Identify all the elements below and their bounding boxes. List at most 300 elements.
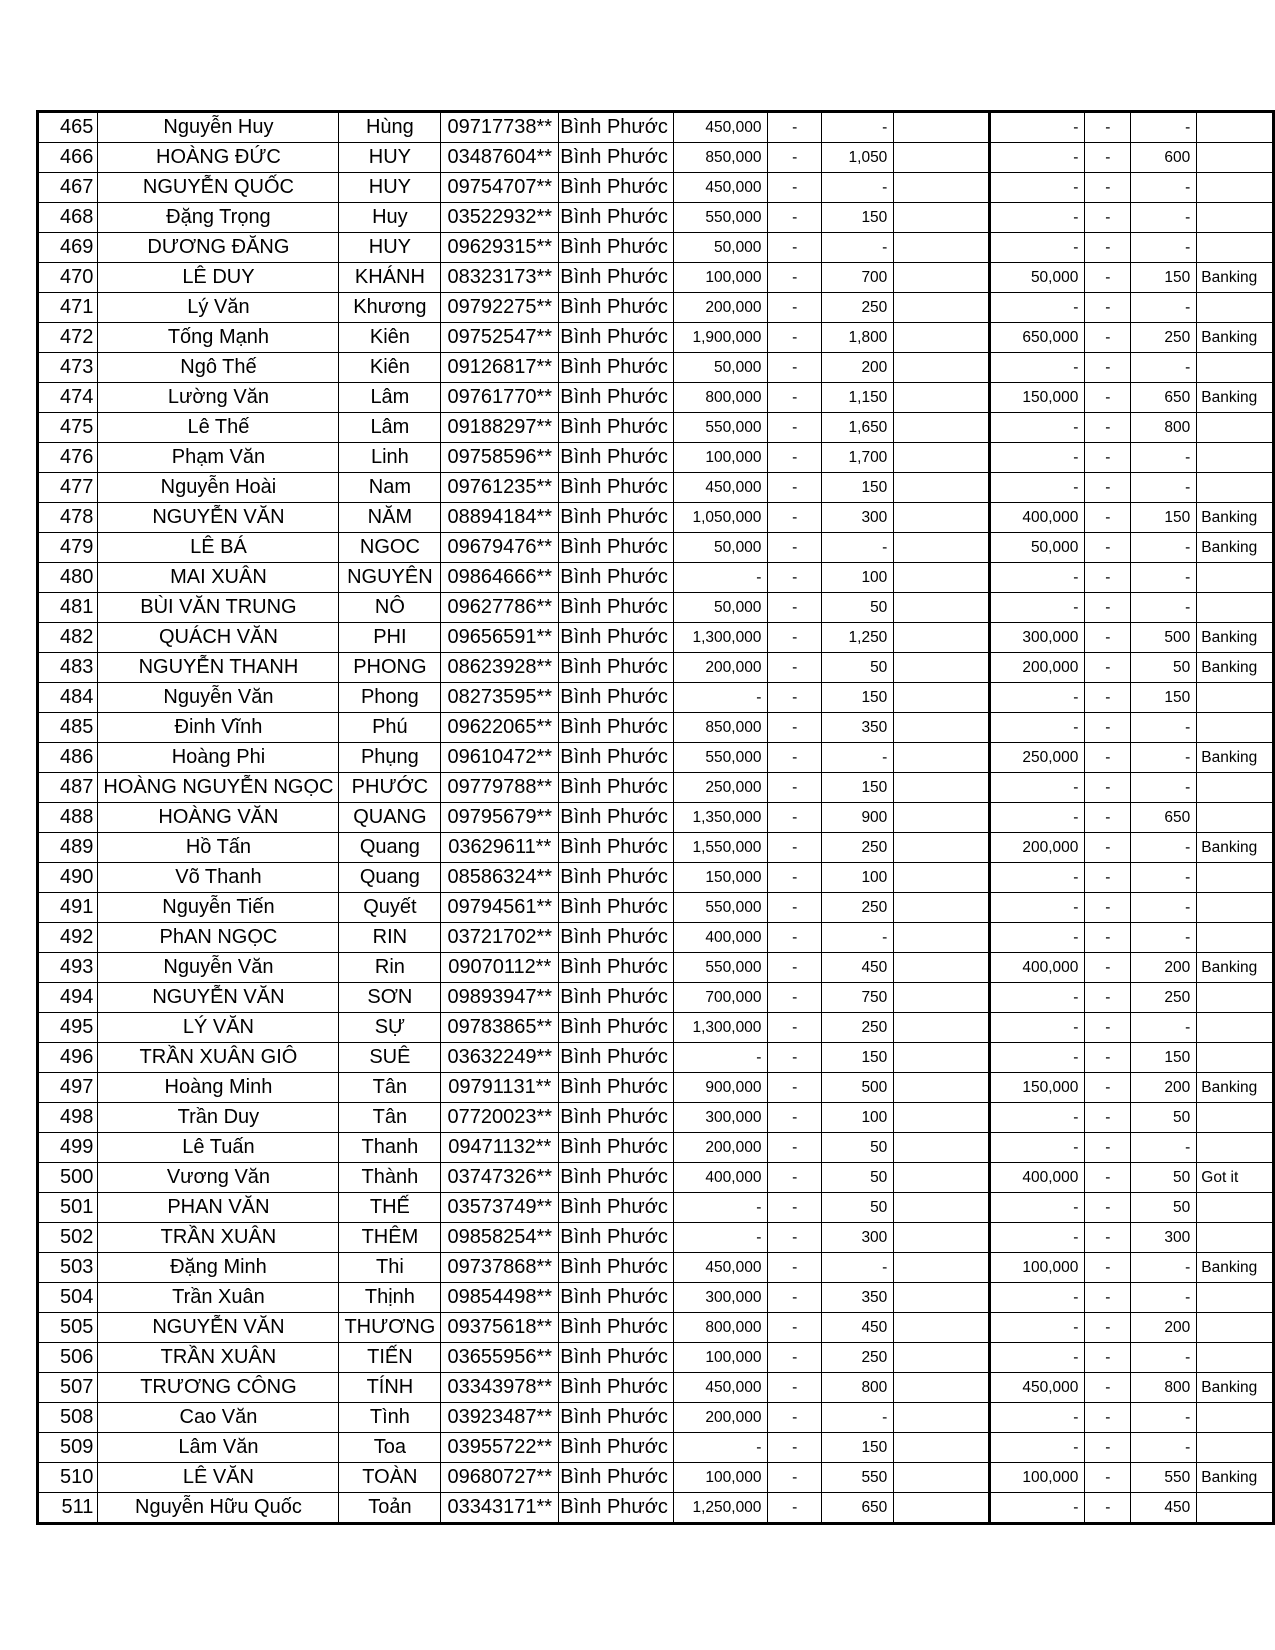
cell-col-5: Bình Phước xyxy=(559,623,674,653)
cell-col-1: 479 xyxy=(38,533,98,563)
cell-col-2: HOÀNG ĐỨC xyxy=(98,143,339,173)
cell-col-8: 1,800 xyxy=(822,323,894,353)
cell-col-13 xyxy=(1197,1313,1274,1343)
cell-col-13: Banking xyxy=(1197,383,1274,413)
cell-col-11: - xyxy=(1085,263,1131,293)
table-row xyxy=(38,473,1274,503)
cell-col-4: 09656591** xyxy=(441,623,559,653)
cell-col-9 xyxy=(894,953,990,983)
cell-col-2: Hồ Tấn xyxy=(98,833,339,863)
cell-col-7: - xyxy=(768,383,822,413)
cell-col-8: 150 xyxy=(822,473,894,503)
cell-col-12: 800 xyxy=(1131,413,1197,443)
cell-col-3: Phụng xyxy=(339,743,441,773)
cell-col-6: 250,000 xyxy=(673,773,768,803)
cell-col-6: 200,000 xyxy=(673,653,768,683)
cell-col-11: - xyxy=(1085,1493,1131,1524)
cell-col-5: Bình Phước xyxy=(559,1103,674,1133)
cell-col-6: - xyxy=(673,1433,768,1463)
cell-col-2: Đặng Minh xyxy=(98,1253,339,1283)
cell-col-6: 200,000 xyxy=(673,293,768,323)
cell-col-12: - xyxy=(1131,112,1197,143)
cell-col-1: 501 xyxy=(38,1193,98,1223)
table-row xyxy=(38,833,1274,863)
cell-col-13 xyxy=(1197,893,1274,923)
cell-col-12: 550 xyxy=(1131,1463,1197,1493)
table-row xyxy=(38,683,1274,713)
cell-col-9 xyxy=(894,1073,990,1103)
table-row xyxy=(38,1403,1274,1433)
cell-col-12: 150 xyxy=(1131,503,1197,533)
cell-col-7: - xyxy=(768,263,822,293)
cell-col-12: 600 xyxy=(1131,143,1197,173)
cell-col-4: 03955722** xyxy=(441,1433,559,1463)
cell-col-8: 250 xyxy=(822,293,894,323)
cell-col-1: 489 xyxy=(38,833,98,863)
cell-col-3: Kiên xyxy=(339,353,441,383)
cell-col-3: NÔ xyxy=(339,593,441,623)
cell-col-13 xyxy=(1197,983,1274,1013)
table-row xyxy=(38,1433,1274,1463)
cell-col-9 xyxy=(894,323,990,353)
cell-col-9 xyxy=(894,1433,990,1463)
cell-col-12: 650 xyxy=(1131,803,1197,833)
cell-col-1: 500 xyxy=(38,1163,98,1193)
cell-col-10: - xyxy=(990,293,1085,323)
cell-col-10: - xyxy=(990,1433,1085,1463)
cell-col-6: 400,000 xyxy=(673,1163,768,1193)
cell-col-13 xyxy=(1197,803,1274,833)
cell-col-6: 1,250,000 xyxy=(673,1493,768,1524)
cell-col-13 xyxy=(1197,1103,1274,1133)
cell-col-4: 09629315** xyxy=(441,233,559,263)
cell-col-6: 100,000 xyxy=(673,1343,768,1373)
cell-col-3: Huy xyxy=(339,203,441,233)
cell-col-9 xyxy=(894,383,990,413)
cell-col-2: LÊ BÁ xyxy=(98,533,339,563)
cell-col-6: 550,000 xyxy=(673,203,768,233)
cell-col-7: - xyxy=(768,653,822,683)
cell-col-11: - xyxy=(1085,173,1131,203)
cell-col-2: Trần Duy xyxy=(98,1103,339,1133)
cell-col-13 xyxy=(1197,1283,1274,1313)
cell-col-11: - xyxy=(1085,953,1131,983)
cell-col-5: Bình Phước xyxy=(559,803,674,833)
cell-col-12: 500 xyxy=(1131,623,1197,653)
cell-col-10: - xyxy=(990,112,1085,143)
cell-col-11: - xyxy=(1085,833,1131,863)
cell-col-10: - xyxy=(990,143,1085,173)
cell-col-1: 471 xyxy=(38,293,98,323)
table-row xyxy=(38,863,1274,893)
cell-col-11: - xyxy=(1085,233,1131,263)
table-row xyxy=(38,743,1274,773)
cell-col-8: 50 xyxy=(822,1163,894,1193)
cell-col-12: - xyxy=(1131,923,1197,953)
cell-col-10: 200,000 xyxy=(990,653,1085,683)
cell-col-4: 03343171** xyxy=(441,1493,559,1524)
cell-col-10: - xyxy=(990,1223,1085,1253)
cell-col-6: 550,000 xyxy=(673,893,768,923)
cell-col-10: - xyxy=(990,923,1085,953)
cell-col-9 xyxy=(894,1463,990,1493)
cell-col-12: - xyxy=(1131,533,1197,563)
cell-col-10: - xyxy=(990,683,1085,713)
cell-col-1: 467 xyxy=(38,173,98,203)
cell-col-7: - xyxy=(768,863,822,893)
cell-col-1: 503 xyxy=(38,1253,98,1283)
cell-col-12: - xyxy=(1131,473,1197,503)
cell-col-3: THƯƠNG xyxy=(339,1313,441,1343)
cell-col-4: 08586324** xyxy=(441,863,559,893)
cell-col-2: Nguyễn Văn xyxy=(98,953,339,983)
cell-col-5: Bình Phước xyxy=(559,683,674,713)
cell-col-3: Thịnh xyxy=(339,1283,441,1313)
cell-col-9 xyxy=(894,1283,990,1313)
cell-col-2: TRẦN XUÂN GIÔ xyxy=(98,1043,339,1073)
cell-col-7: - xyxy=(768,743,822,773)
cell-col-10: - xyxy=(990,593,1085,623)
cell-col-8: 150 xyxy=(822,1043,894,1073)
cell-col-10: - xyxy=(990,563,1085,593)
cell-col-12: - xyxy=(1131,1433,1197,1463)
cell-col-6: 400,000 xyxy=(673,923,768,953)
cell-col-12: - xyxy=(1131,863,1197,893)
cell-col-6: 450,000 xyxy=(673,173,768,203)
cell-col-5: Bình Phước xyxy=(559,1283,674,1313)
cell-col-12: - xyxy=(1131,353,1197,383)
cell-col-12: - xyxy=(1131,713,1197,743)
cell-col-5: Bình Phước xyxy=(559,533,674,563)
cell-col-12: - xyxy=(1131,233,1197,263)
cell-col-8: 150 xyxy=(822,1433,894,1463)
cell-col-12: 800 xyxy=(1131,1373,1197,1403)
cell-col-8: 450 xyxy=(822,953,894,983)
cell-col-1: 486 xyxy=(38,743,98,773)
cell-col-3: HUY xyxy=(339,173,441,203)
cell-col-7: - xyxy=(768,1463,822,1493)
cell-col-2: PHAN VĂN xyxy=(98,1193,339,1223)
cell-col-7: - xyxy=(768,1403,822,1433)
cell-col-2: Ngô Thế xyxy=(98,353,339,383)
cell-col-6: 450,000 xyxy=(673,112,768,143)
cell-col-11: - xyxy=(1085,473,1131,503)
cell-col-3: Lâm xyxy=(339,383,441,413)
cell-col-7: - xyxy=(768,1283,822,1313)
cell-col-6: 50,000 xyxy=(673,593,768,623)
cell-col-1: 469 xyxy=(38,233,98,263)
table-row xyxy=(38,1223,1274,1253)
cell-col-5: Bình Phước xyxy=(559,1433,674,1463)
cell-col-5: Bình Phước xyxy=(559,203,674,233)
cell-col-2: Võ Thanh xyxy=(98,863,339,893)
cell-col-3: Thi xyxy=(339,1253,441,1283)
cell-col-11: - xyxy=(1085,1073,1131,1103)
cell-col-8: - xyxy=(822,1253,894,1283)
cell-col-11: - xyxy=(1085,1223,1131,1253)
cell-col-2: Nguyễn Tiến xyxy=(98,893,339,923)
table-row xyxy=(38,383,1274,413)
cell-col-12: - xyxy=(1131,293,1197,323)
cell-col-10: 50,000 xyxy=(990,533,1085,563)
cell-col-6: 900,000 xyxy=(673,1073,768,1103)
cell-col-2: Lâm Văn xyxy=(98,1433,339,1463)
cell-col-4: 08894184** xyxy=(441,503,559,533)
cell-col-12: 50 xyxy=(1131,1163,1197,1193)
cell-col-6: 150,000 xyxy=(673,863,768,893)
cell-col-7: - xyxy=(768,1343,822,1373)
cell-col-7: - xyxy=(768,773,822,803)
cell-col-8: 200 xyxy=(822,353,894,383)
cell-col-8: 800 xyxy=(822,1373,894,1403)
cell-col-3: KHÁNH xyxy=(339,263,441,293)
cell-col-5: Bình Phước xyxy=(559,923,674,953)
cell-col-4: 09792275** xyxy=(441,293,559,323)
cell-col-3: NGUYÊN xyxy=(339,563,441,593)
cell-col-9 xyxy=(894,1253,990,1283)
cell-col-5: Bình Phước xyxy=(559,323,674,353)
cell-col-9 xyxy=(894,1373,990,1403)
cell-col-6: 50,000 xyxy=(673,233,768,263)
cell-col-8: 250 xyxy=(822,1013,894,1043)
cell-col-13 xyxy=(1197,203,1274,233)
cell-col-8: 1,150 xyxy=(822,383,894,413)
cell-col-11: - xyxy=(1085,1373,1131,1403)
cell-col-3: Linh xyxy=(339,443,441,473)
cell-col-4: 03343978** xyxy=(441,1373,559,1403)
table-row xyxy=(38,653,1274,683)
cell-col-9 xyxy=(894,1223,990,1253)
cell-col-5: Bình Phước xyxy=(559,503,674,533)
cell-col-4: 03522932** xyxy=(441,203,559,233)
cell-col-8: 1,050 xyxy=(822,143,894,173)
cell-col-9 xyxy=(894,893,990,923)
cell-col-5: Bình Phước xyxy=(559,1133,674,1163)
cell-col-2: Tống Mạnh xyxy=(98,323,339,353)
cell-col-1: 509 xyxy=(38,1433,98,1463)
cell-col-3: Toa xyxy=(339,1433,441,1463)
cell-col-9 xyxy=(894,743,990,773)
cell-col-2: Nguyễn Văn xyxy=(98,683,339,713)
cell-col-2: Nguyễn Huy xyxy=(98,112,339,143)
cell-col-3: TIẾN xyxy=(339,1343,441,1373)
cell-col-8: 50 xyxy=(822,653,894,683)
cell-col-3: TÍNH xyxy=(339,1373,441,1403)
cell-col-5: Bình Phước xyxy=(559,383,674,413)
cell-col-10: 200,000 xyxy=(990,833,1085,863)
cell-col-10: - xyxy=(990,353,1085,383)
cell-col-4: 09070112** xyxy=(441,953,559,983)
cell-col-10: 300,000 xyxy=(990,623,1085,653)
cell-col-1: 495 xyxy=(38,1013,98,1043)
cell-col-2: NGUYỄN THANH xyxy=(98,653,339,683)
cell-col-4: 09864666** xyxy=(441,563,559,593)
cell-col-7: - xyxy=(768,923,822,953)
cell-col-1: 480 xyxy=(38,563,98,593)
cell-col-4: 09761235** xyxy=(441,473,559,503)
cell-col-9 xyxy=(894,1193,990,1223)
cell-col-7: - xyxy=(768,953,822,983)
cell-col-8: - xyxy=(822,533,894,563)
cell-col-2: NGUYỄN VĂN xyxy=(98,1313,339,1343)
cell-col-13: Banking xyxy=(1197,653,1274,683)
cell-col-2: LÊ DUY xyxy=(98,263,339,293)
cell-col-6: 100,000 xyxy=(673,263,768,293)
table-row xyxy=(38,112,1274,143)
cell-col-12: - xyxy=(1131,893,1197,923)
cell-col-13 xyxy=(1197,863,1274,893)
cell-col-6: 1,350,000 xyxy=(673,803,768,833)
cell-col-4: 09779788** xyxy=(441,773,559,803)
cell-col-12: - xyxy=(1131,203,1197,233)
cell-col-11: - xyxy=(1085,1253,1131,1283)
cell-col-8: 750 xyxy=(822,983,894,1013)
cell-col-1: 505 xyxy=(38,1313,98,1343)
cell-col-10: - xyxy=(990,893,1085,923)
cell-col-5: Bình Phước xyxy=(559,773,674,803)
table-row xyxy=(38,533,1274,563)
cell-col-7: - xyxy=(768,1013,822,1043)
cell-col-6: 1,050,000 xyxy=(673,503,768,533)
cell-col-9 xyxy=(894,233,990,263)
cell-col-6: 100,000 xyxy=(673,1463,768,1493)
cell-col-9 xyxy=(894,593,990,623)
cell-col-4: 07720023** xyxy=(441,1103,559,1133)
cell-col-10: - xyxy=(990,713,1085,743)
cell-col-13 xyxy=(1197,713,1274,743)
cell-col-10: 100,000 xyxy=(990,1463,1085,1493)
cell-col-12: 150 xyxy=(1131,263,1197,293)
cell-col-10: 400,000 xyxy=(990,503,1085,533)
cell-col-11: - xyxy=(1085,413,1131,443)
cell-col-12: 650 xyxy=(1131,383,1197,413)
cell-col-4: 09794561** xyxy=(441,893,559,923)
cell-col-3: RIN xyxy=(339,923,441,953)
cell-col-1: 466 xyxy=(38,143,98,173)
cell-col-3: SỰ xyxy=(339,1013,441,1043)
cell-col-9 xyxy=(894,1043,990,1073)
cell-col-1: 493 xyxy=(38,953,98,983)
cell-col-11: - xyxy=(1085,443,1131,473)
cell-col-4: 09610472** xyxy=(441,743,559,773)
cell-col-11: - xyxy=(1085,1313,1131,1343)
cell-col-5: Bình Phước xyxy=(559,1163,674,1193)
cell-col-11: - xyxy=(1085,863,1131,893)
cell-col-7: - xyxy=(768,473,822,503)
cell-col-5: Bình Phước xyxy=(559,1253,674,1283)
cell-col-5: Bình Phước xyxy=(559,1493,674,1524)
cell-col-10: - xyxy=(990,1403,1085,1433)
cell-col-7: - xyxy=(768,143,822,173)
cell-col-8: 300 xyxy=(822,503,894,533)
cell-col-8: 250 xyxy=(822,893,894,923)
cell-col-13 xyxy=(1197,593,1274,623)
cell-col-9 xyxy=(894,203,990,233)
cell-col-10: 150,000 xyxy=(990,1073,1085,1103)
cell-col-12: 50 xyxy=(1131,653,1197,683)
cell-col-2: DƯƠNG ĐĂNG xyxy=(98,233,339,263)
table-row xyxy=(38,353,1274,383)
cell-col-4: 03629611** xyxy=(441,833,559,863)
cell-col-2: LÊ VĂN xyxy=(98,1463,339,1493)
cell-col-13: Banking xyxy=(1197,953,1274,983)
cell-col-9 xyxy=(894,443,990,473)
cell-col-10: - xyxy=(990,863,1085,893)
cell-col-1: 497 xyxy=(38,1073,98,1103)
cell-col-5: Bình Phước xyxy=(559,112,674,143)
cell-col-1: 496 xyxy=(38,1043,98,1073)
cell-col-1: 507 xyxy=(38,1373,98,1403)
cell-col-6: 550,000 xyxy=(673,953,768,983)
cell-col-13: Banking xyxy=(1197,833,1274,863)
cell-col-9 xyxy=(894,473,990,503)
cell-col-2: Đặng Trọng xyxy=(98,203,339,233)
cell-col-5: Bình Phước xyxy=(559,233,674,263)
cell-col-12: 50 xyxy=(1131,1103,1197,1133)
table-row xyxy=(38,323,1274,353)
cell-col-11: - xyxy=(1085,143,1131,173)
cell-col-12: - xyxy=(1131,773,1197,803)
cell-col-5: Bình Phước xyxy=(559,863,674,893)
cell-col-9 xyxy=(894,863,990,893)
cell-col-5: Bình Phước xyxy=(559,953,674,983)
cell-col-10: 250,000 xyxy=(990,743,1085,773)
cell-col-6: 450,000 xyxy=(673,473,768,503)
cell-col-4: 03923487** xyxy=(441,1403,559,1433)
cell-col-8: 50 xyxy=(822,593,894,623)
cell-col-8: - xyxy=(822,112,894,143)
cell-col-1: 470 xyxy=(38,263,98,293)
cell-col-12: - xyxy=(1131,593,1197,623)
cell-col-8: 1,650 xyxy=(822,413,894,443)
cell-col-11: - xyxy=(1085,1463,1131,1493)
cell-col-4: 03487604** xyxy=(441,143,559,173)
cell-col-10: - xyxy=(990,233,1085,263)
cell-col-11: - xyxy=(1085,623,1131,653)
cell-col-13 xyxy=(1197,413,1274,443)
cell-col-7: - xyxy=(768,353,822,383)
cell-col-3: Thành xyxy=(339,1163,441,1193)
cell-col-10: - xyxy=(990,1133,1085,1163)
cell-col-4: 09761770** xyxy=(441,383,559,413)
cell-col-13 xyxy=(1197,1403,1274,1433)
cell-col-12: 200 xyxy=(1131,1313,1197,1343)
cell-col-8: 1,250 xyxy=(822,623,894,653)
cell-col-7: - xyxy=(768,173,822,203)
cell-col-12: 450 xyxy=(1131,1493,1197,1524)
cell-col-13: Banking xyxy=(1197,1463,1274,1493)
cell-col-12: - xyxy=(1131,1013,1197,1043)
cell-col-8: 700 xyxy=(822,263,894,293)
cell-col-7: - xyxy=(768,563,822,593)
cell-col-3: NGOC xyxy=(339,533,441,563)
cell-col-1: 492 xyxy=(38,923,98,953)
cell-col-7: - xyxy=(768,1493,822,1524)
cell-col-7: - xyxy=(768,1373,822,1403)
cell-col-11: - xyxy=(1085,1103,1131,1133)
cell-col-8: 100 xyxy=(822,563,894,593)
cell-col-1: 465 xyxy=(38,112,98,143)
cell-col-4: 08323173** xyxy=(441,263,559,293)
cell-col-1: 474 xyxy=(38,383,98,413)
cell-col-6: 300,000 xyxy=(673,1283,768,1313)
cell-col-9 xyxy=(894,803,990,833)
cell-col-13 xyxy=(1197,353,1274,383)
cell-col-5: Bình Phước xyxy=(559,1343,674,1373)
cell-col-4: 09737868** xyxy=(441,1253,559,1283)
cell-col-6: 850,000 xyxy=(673,143,768,173)
cell-col-8: - xyxy=(822,743,894,773)
